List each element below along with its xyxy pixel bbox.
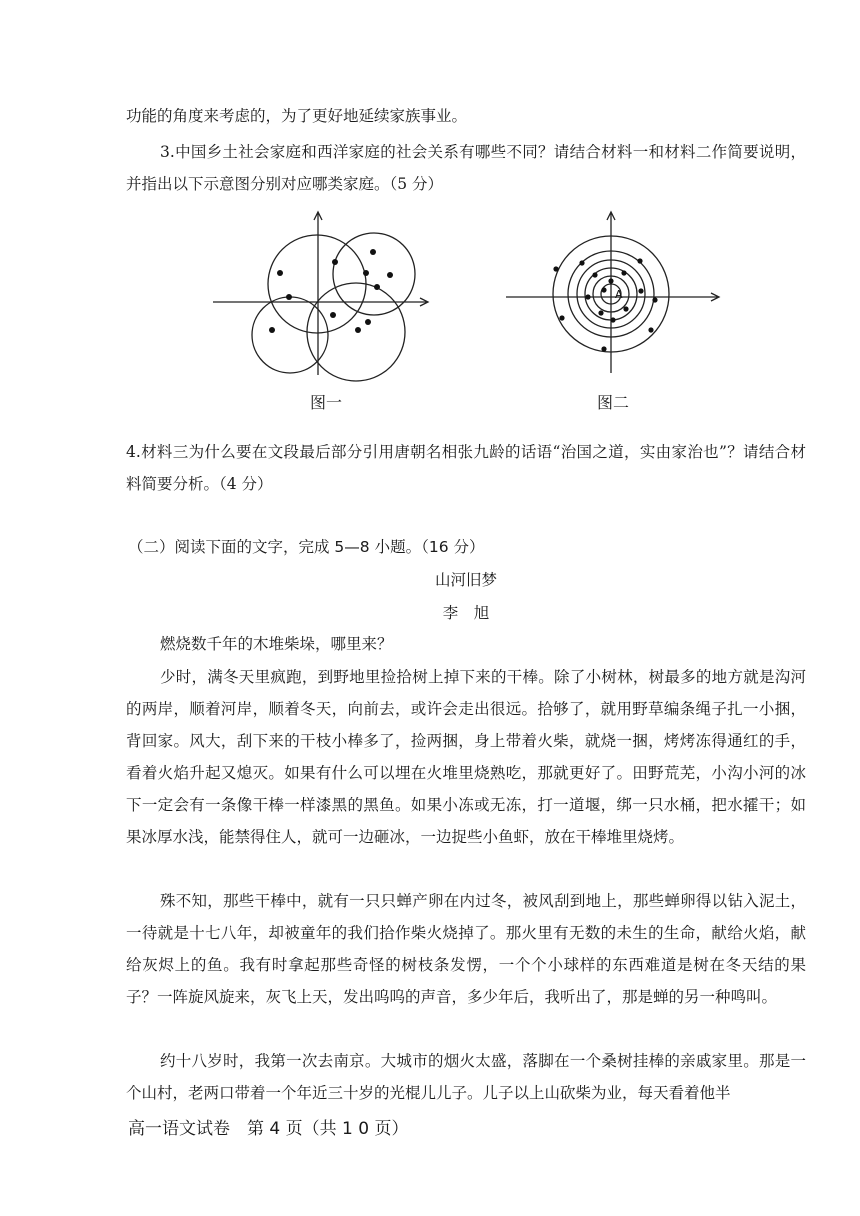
fig2-dot bbox=[579, 260, 584, 265]
fig1-dot bbox=[330, 312, 336, 318]
question-4: 4.材料三为什么要在文段最后部分引用唐朝名相张九龄的话语“治国之道，实由家治也”？请结合材料简要分析。（4 分） bbox=[126, 443, 806, 493]
fig2-center-label: A bbox=[615, 288, 623, 301]
fig2-dot bbox=[553, 266, 558, 271]
fig2-dot bbox=[608, 278, 613, 283]
essay-title: 山河旧梦 bbox=[434, 571, 497, 589]
figure-1-caption: 图一 bbox=[309, 393, 342, 412]
fig1-dot bbox=[370, 249, 376, 255]
fig1-dot bbox=[269, 327, 275, 333]
essay-paragraph: 少时，满冬天里疯跑，到野地里捡拾树上掉下来的干棒。除了小树林，树最多的地方就是沟河的两岸，顺着河岸，顺着冬天，向前去，或许会走出很远。拾够了，就用野草编条绳子扎一小捆，背回家。风大，刮下来的干枝小棒多了，捡两捆，身上带着火柴，就烧一捆，烤烤冻得通红的手，看着火焰升起又熄灭。如果有什么可以埋在火堆里烧熟吃，那就更好了。田野荒芜，小沟小河的冰下一定会有一条像干棒一样漆黑的黑鱼。如果小冻或无冻，打一道堰，绑一只水桶，把水攉干；如果冰厚水浅，能禁得住人，就可一边砸冰，一边捉些小鱼虾，放在干棒堆里烧烤。 bbox=[126, 668, 806, 846]
fig2-dot bbox=[601, 287, 606, 292]
text-line-top: 功能的角度来考虑的，为了更好地延续家族事业。 bbox=[126, 107, 468, 125]
fig2-dot bbox=[559, 315, 564, 320]
fig2-dot bbox=[648, 327, 653, 332]
fig2-dot bbox=[610, 317, 615, 322]
fig2-dot bbox=[638, 288, 643, 293]
fig1-circle-left-top bbox=[268, 235, 366, 333]
fig2-dot bbox=[623, 306, 628, 311]
fig2-dot bbox=[621, 270, 626, 275]
fig1-circle-right-top bbox=[333, 233, 415, 315]
essay-paragraph: 约十八岁时，我第一次去南京。大城市的烟火太盛，落脚在一个桑树挂棒的亲戚家里。那是一个山村，老两口带着一个年近三十岁的光棍儿儿子。儿子以上山砍柴为业，每天看着他半 bbox=[126, 1052, 806, 1102]
question-3: 3.中国乡土社会家庭和西洋家庭的社会关系有哪些不同？请结合材料一和材料二作简要说明，并指出以下示意图分别对应哪类家庭。（5 分） bbox=[126, 143, 806, 193]
fig1-dot bbox=[286, 294, 292, 300]
fig1-dot bbox=[363, 270, 369, 276]
essay-paragraph: 燃烧数千年的木堆柴垛，哪里来？ bbox=[160, 635, 393, 653]
figure-1-diagram bbox=[205, 205, 435, 385]
essay-paragraph: 殊不知，那些干棒中，就有一只只蝉产卵在内过冬，被风刮到地上，那些蝉卵得以钻入泥土，一待就是十七八年，却被童年的我们拾作柴火烧掉了。那火里有无数的未生的生命，献给火焰，献给灰烬上的鱼。我有时拿起那些奇怪的树枝条发愣，一个个小球样的东西难道是树在冬天结的果子？一阵旋风旋来，灰飞上天，发出呜呜的声音，多少年后，我听出了，那是蝉的另一种鸣叫。 bbox=[126, 892, 806, 1006]
fig2-dot bbox=[598, 310, 603, 315]
fig1-dot bbox=[355, 327, 361, 333]
fig2-dot bbox=[585, 294, 590, 299]
page-footer: 高一语文试卷 第 4 页（共 1 0 页） bbox=[128, 1119, 409, 1139]
section-2-heading: （二）阅读下面的文字，完成 5—8 小题。（16 分） bbox=[128, 538, 485, 556]
fig2-dot bbox=[601, 346, 606, 351]
fig1-dot bbox=[365, 319, 371, 325]
fig2-dot bbox=[637, 258, 642, 263]
figure-2-caption: 图二 bbox=[596, 393, 629, 412]
fig1-dot bbox=[374, 284, 380, 290]
fig2-dot bbox=[652, 297, 657, 302]
fig1-dot bbox=[387, 272, 393, 278]
fig1-dot bbox=[332, 259, 338, 265]
essay-author: 李 旭 bbox=[442, 604, 490, 622]
fig2-dot bbox=[592, 272, 597, 277]
figure-2-diagram bbox=[500, 205, 725, 385]
fig1-dot bbox=[277, 270, 283, 276]
